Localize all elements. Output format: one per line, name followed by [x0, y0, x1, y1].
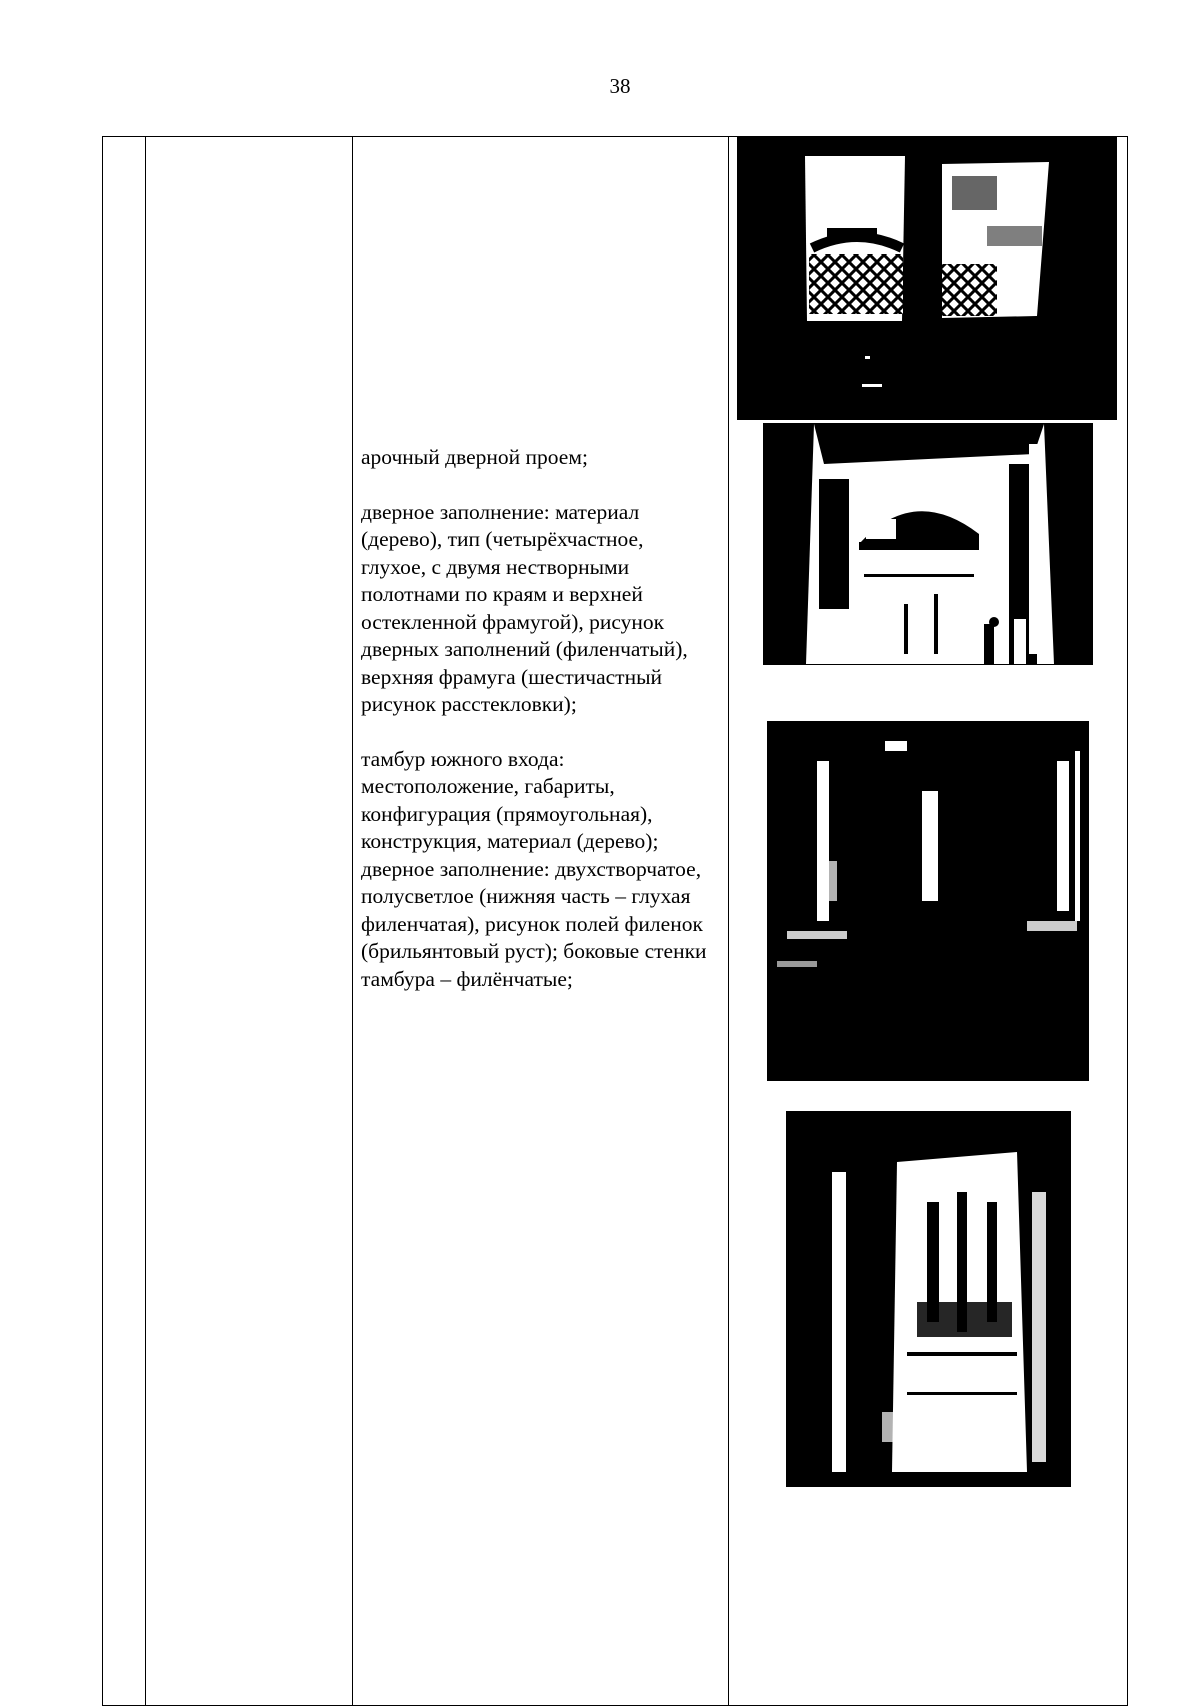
table-column-divider: [352, 137, 353, 1705]
photo-vestibule-door-image: [787, 1112, 1070, 1486]
photo-vestibule-interior-image: [767, 721, 1089, 1081]
photo-arched-doorway-image: [764, 424, 1092, 664]
photo-window-lattice: [737, 136, 1117, 420]
description-paragraph-arch: арочный дверной проем;: [361, 445, 588, 469]
photo-window-lattice-image: [737, 136, 1117, 420]
photo-arched-doorway: [763, 423, 1093, 665]
description-paragraph-vestibule: тамбур южного входа: местоположение, габариты, конфигурация (прямоугольная), конструкция, материал (дерево); дверное заполнение: двухстворчатое, полусветлое (нижняя часть – глухая филенчатая), рисунок полей филенок (брильянтовый руст); боковые стенки тамбура – филёнчатые;: [361, 746, 707, 991]
photo-vestibule-interior: [767, 721, 1089, 1081]
description-paragraph-door: дверное заполнение: материал (дерево), тип (четырёхчастное, глухое, с двумя нестворными полотнами по краям и верхней остекленной фрамугой), рисунок дверных заполнений (филенчатый), верхняя фрамуга (шестичастный рисунок расстекловки);: [361, 499, 688, 716]
description-cell: [361, 444, 711, 1020]
page-number: 38: [609, 74, 631, 98]
photo-vestibule-door: [786, 1111, 1071, 1487]
table-column-divider: [145, 137, 146, 1705]
table-column-divider: [728, 137, 729, 1705]
